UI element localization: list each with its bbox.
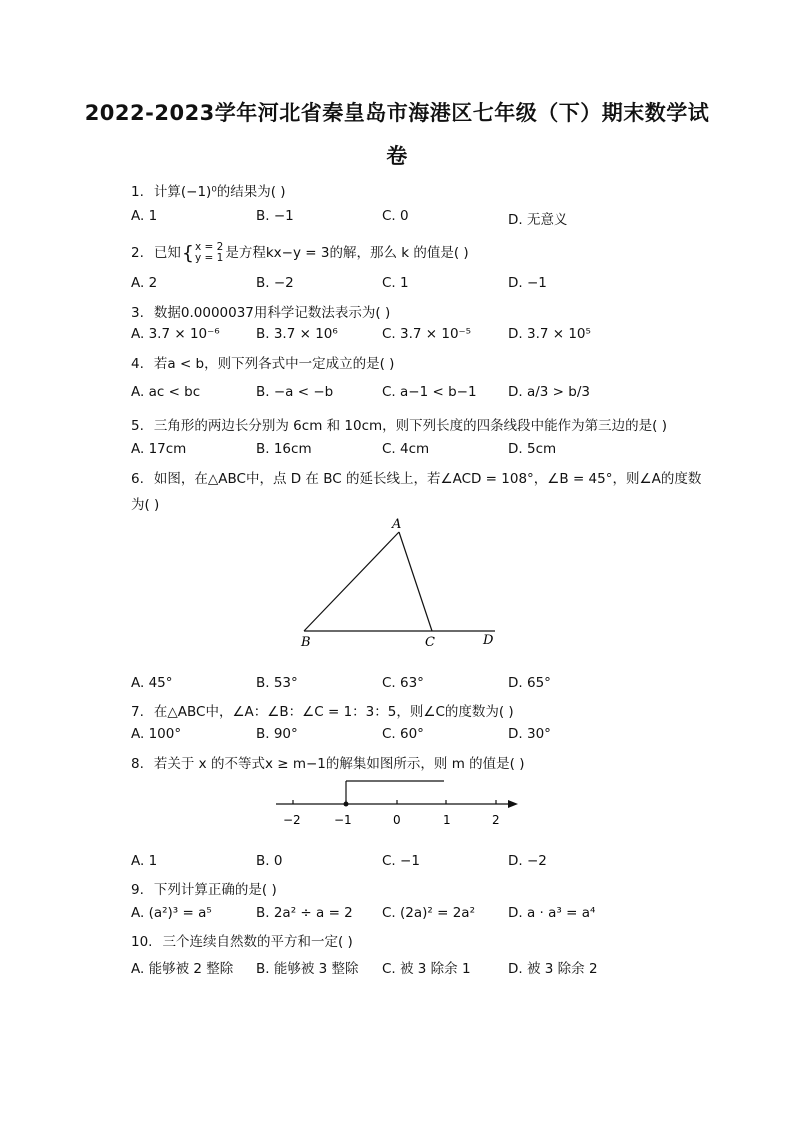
q6-option-a: A. 45° bbox=[131, 675, 173, 691]
question-text: 若关于 x 的不等式x ≥ m−1的解集如图所示，则 m 的值是( ) bbox=[153, 756, 525, 772]
q7-option-b: B. 90° bbox=[256, 726, 298, 742]
q7-option-a: A. 100° bbox=[131, 726, 182, 742]
q5-option-b: B. 16cm bbox=[256, 441, 312, 457]
q7-option-c: C. 60° bbox=[382, 726, 424, 742]
question-text: 计算(−1)⁰的结果为( ) bbox=[153, 184, 286, 200]
label-c: C bbox=[425, 635, 435, 650]
q3-option-b: B. 3.7 × 10⁶ bbox=[256, 326, 338, 342]
q1-option-a: A. 1 bbox=[131, 208, 158, 224]
question-number: 10. bbox=[131, 934, 153, 950]
q2-option-b: B. −2 bbox=[256, 275, 294, 291]
question-text-pre: 已知 bbox=[153, 245, 181, 261]
q6-option-b: B. 53° bbox=[256, 675, 298, 691]
equation-system bbox=[195, 242, 223, 264]
question-6 bbox=[131, 467, 701, 487]
equation-bottom: y = 1 bbox=[194, 252, 224, 264]
question-number: 2. bbox=[131, 245, 144, 261]
label-a: A bbox=[392, 517, 402, 532]
q9-option-d: D. a · a³ = a⁴ bbox=[508, 905, 596, 921]
label-d: D bbox=[483, 633, 494, 648]
q4-option-b: B. −a < −b bbox=[256, 384, 334, 400]
q10-option-b: B. 能够被 3 整除 bbox=[256, 961, 359, 977]
q1-option-b: B. −1 bbox=[256, 208, 294, 224]
question-text: 如图，在△ABC中，点 D 在 BC 的延长线上，若∠ACD = 108°，∠B = 45°，则∠A的度数 bbox=[153, 471, 702, 487]
q7-option-d: D. 30° bbox=[508, 726, 551, 742]
q2-option-d: D. −1 bbox=[508, 275, 547, 291]
question-text: 三个连续自然数的平方和一定( ) bbox=[162, 934, 353, 950]
q3-option-a: A. 3.7 × 10⁻⁶ bbox=[131, 326, 220, 342]
question-text: 若a < b，则下列各式中一定成立的是( ) bbox=[153, 356, 395, 372]
side-ab bbox=[304, 532, 399, 631]
q10-option-d: D. 被 3 除余 2 bbox=[508, 961, 598, 977]
question-number: 5. bbox=[131, 418, 144, 434]
question-6-continued: 为( ) bbox=[131, 497, 160, 513]
tick-label-neg2: −2 bbox=[283, 813, 301, 827]
page-title-line2: 卷 bbox=[386, 144, 408, 168]
page-title-line1: 2022-2023学年河北省秦皇岛市海港区七年级（下）期末数学试 bbox=[84, 101, 710, 125]
question-number: 1. bbox=[131, 184, 144, 200]
question-text: 三角形的两边长分别为 6cm 和 10cm，则下列长度的四条线段中能作为第三边的是( ) bbox=[153, 418, 668, 434]
side-ac bbox=[399, 532, 432, 631]
question-4 bbox=[131, 352, 394, 372]
q4-option-d: D. a/3 > b/3 bbox=[508, 384, 590, 400]
question-number: 9. bbox=[131, 882, 144, 898]
question-8 bbox=[131, 752, 524, 772]
question-text-post: 是方程kx−y = 3的解，那么 k 的值是( ) bbox=[225, 245, 469, 261]
q8-option-c: C. −1 bbox=[382, 853, 420, 869]
tick-label-2: 2 bbox=[492, 813, 500, 827]
question-5 bbox=[131, 414, 667, 434]
number-line-figure bbox=[270, 772, 530, 832]
question-number: 6. bbox=[131, 471, 144, 487]
q8-option-d: D. −2 bbox=[508, 853, 547, 869]
question-3 bbox=[131, 301, 390, 321]
question-7 bbox=[131, 700, 514, 720]
tick-label-neg1: −1 bbox=[334, 813, 352, 827]
question-number: 8. bbox=[131, 756, 144, 772]
q6-option-c: C. 63° bbox=[382, 675, 424, 691]
q1-option-c: C. 0 bbox=[382, 208, 409, 224]
arrow-right-icon bbox=[508, 800, 518, 808]
q9-option-a: A. (a²)³ = a⁵ bbox=[131, 905, 212, 921]
q5-option-d: D. 5cm bbox=[508, 441, 557, 457]
question-number: 3. bbox=[131, 305, 144, 321]
question-text: 数据0.0000037用科学记数法表示为( ) bbox=[153, 305, 391, 321]
q8-option-a: A. 1 bbox=[131, 853, 158, 869]
q2-option-c: C. 1 bbox=[382, 275, 409, 291]
question-9 bbox=[131, 878, 277, 898]
q6-option-d: D. 65° bbox=[508, 675, 551, 691]
q10-option-c: C. 被 3 除余 1 bbox=[382, 961, 471, 977]
q10-option-a: A. 能够被 2 整除 bbox=[131, 961, 234, 977]
question-2 bbox=[131, 241, 469, 264]
question-1 bbox=[131, 180, 286, 200]
q5-option-a: A. 17cm bbox=[131, 441, 187, 457]
question-number: 7. bbox=[131, 704, 144, 720]
q3-option-c: C. 3.7 × 10⁻⁵ bbox=[382, 326, 472, 342]
brace-icon: { bbox=[181, 241, 194, 264]
question-text: 下列计算正确的是( ) bbox=[153, 882, 277, 898]
q9-option-b: B. 2a² ÷ a = 2 bbox=[256, 905, 353, 921]
q5-option-c: C. 4cm bbox=[382, 441, 430, 457]
equation-top: x = 2 bbox=[194, 241, 224, 253]
q4-option-a: A. ac < bc bbox=[131, 384, 201, 400]
question-text: 在△ABC中，∠A：∠B：∠C = 1：3：5，则∠C的度数为( ) bbox=[153, 704, 514, 720]
question-number: 4. bbox=[131, 356, 144, 372]
q3-option-d: D. 3.7 × 10⁵ bbox=[508, 326, 591, 342]
label-b: B bbox=[301, 635, 311, 650]
question-10 bbox=[131, 930, 353, 950]
q9-option-c: C. (2a)² = 2a² bbox=[382, 905, 475, 921]
triangle-figure bbox=[290, 515, 510, 655]
q4-option-c: C. a−1 < b−1 bbox=[382, 384, 477, 400]
tick-label-0: 0 bbox=[393, 813, 401, 827]
q2-option-a: A. 2 bbox=[131, 275, 158, 291]
q1-option-d: D. 无意义 bbox=[508, 212, 568, 228]
tick-label-1: 1 bbox=[443, 813, 451, 827]
q8-option-b: B. 0 bbox=[256, 853, 283, 869]
